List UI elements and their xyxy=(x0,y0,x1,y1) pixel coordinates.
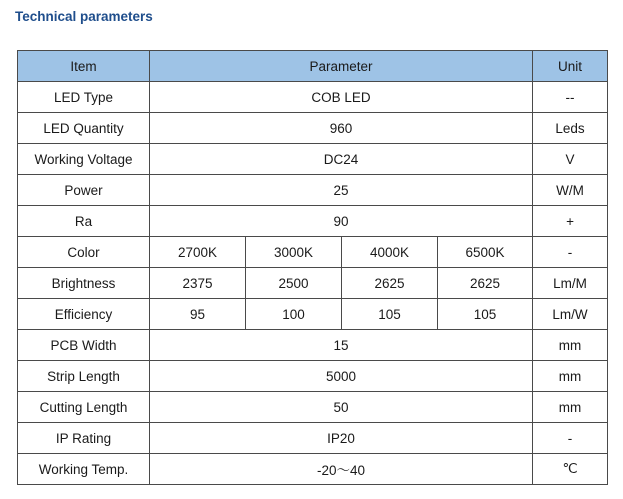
row-item-cell: PCB Width xyxy=(18,330,150,361)
table-row xyxy=(18,392,608,423)
row-item-cell: IP Rating xyxy=(18,423,150,454)
technical-parameters-table xyxy=(17,50,608,485)
row-item-cell: LED Type xyxy=(18,82,150,113)
row-unit-cell: mm xyxy=(533,392,608,423)
table-row xyxy=(18,268,608,299)
row-value-cell: 5000 xyxy=(150,361,533,392)
row-value-cell: 6500K xyxy=(438,237,533,268)
row-value-cell: 2625 xyxy=(342,268,438,299)
row-unit-cell: Leds xyxy=(533,113,608,144)
table-row xyxy=(18,206,608,237)
row-value-cell: 4000K xyxy=(342,237,438,268)
row-value-cell: 105 xyxy=(342,299,438,330)
row-item-cell: Efficiency xyxy=(18,299,150,330)
row-value-cell: 2700K xyxy=(150,237,246,268)
row-value-cell: 95 xyxy=(150,299,246,330)
row-value-cell: -20～40 xyxy=(150,454,533,485)
table-row xyxy=(18,330,608,361)
row-value-cell: IP20 xyxy=(150,423,533,454)
table-row xyxy=(18,237,608,268)
row-item-cell: Ra xyxy=(18,206,150,237)
table-row xyxy=(18,423,608,454)
header-parameter: Parameter xyxy=(150,51,533,82)
row-value-cell: 25 xyxy=(150,175,533,206)
row-value-cell: 2500 xyxy=(246,268,342,299)
table-row xyxy=(18,82,608,113)
row-unit-cell: - xyxy=(533,237,608,268)
table-row xyxy=(18,113,608,144)
row-unit-cell: - xyxy=(533,423,608,454)
row-value-cell: 90 xyxy=(150,206,533,237)
row-unit-cell: mm xyxy=(533,330,608,361)
row-unit-cell: + xyxy=(533,206,608,237)
row-unit-cell: Lm/W xyxy=(533,299,608,330)
row-value-cell: 2625 xyxy=(438,268,533,299)
row-unit-cell: ℃ xyxy=(533,454,608,485)
header-item: Item xyxy=(18,51,150,82)
row-item-cell: Working Voltage xyxy=(18,144,150,175)
table-row xyxy=(18,175,608,206)
row-item-cell: Working Temp. xyxy=(18,454,150,485)
table-row xyxy=(18,144,608,175)
row-value-cell: 3000K xyxy=(246,237,342,268)
table-row xyxy=(18,299,608,330)
row-item-cell: Brightness xyxy=(18,268,150,299)
row-item-cell: LED Quantity xyxy=(18,113,150,144)
row-value-cell: 105 xyxy=(438,299,533,330)
table-row xyxy=(18,454,608,485)
table-row xyxy=(18,361,608,392)
row-value-cell: 50 xyxy=(150,392,533,423)
row-value-cell: COB LED xyxy=(150,82,533,113)
row-item-cell: Color xyxy=(18,237,150,268)
row-unit-cell: V xyxy=(533,144,608,175)
row-value-cell: 960 xyxy=(150,113,533,144)
row-item-cell: Cutting Length xyxy=(18,392,150,423)
row-item-cell: Strip Length xyxy=(18,361,150,392)
row-item-cell: Power xyxy=(18,175,150,206)
row-unit-cell: mm xyxy=(533,361,608,392)
row-unit-cell: W/M xyxy=(533,175,608,206)
header-unit: Unit xyxy=(533,51,608,82)
table-header-row xyxy=(18,51,608,82)
row-value-cell: 15 xyxy=(150,330,533,361)
row-unit-cell: Lm/M xyxy=(533,268,608,299)
row-value-cell: DC24 xyxy=(150,144,533,175)
row-value-cell: 2375 xyxy=(150,268,246,299)
row-value-cell: 100 xyxy=(246,299,342,330)
section-title: Technical parameters xyxy=(15,9,153,24)
row-unit-cell: -- xyxy=(533,82,608,113)
